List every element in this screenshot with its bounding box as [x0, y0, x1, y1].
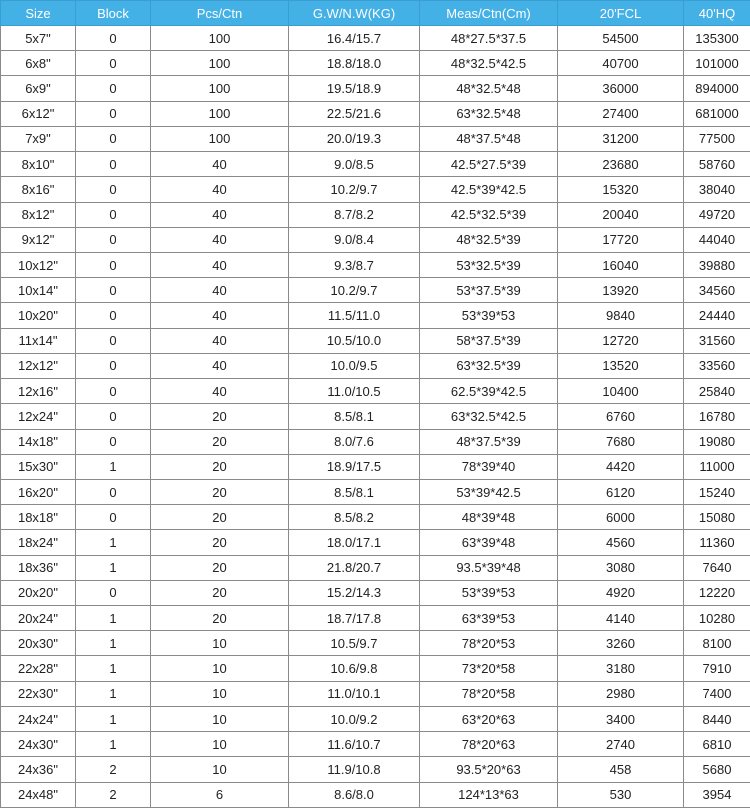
cell-gw-nw: 11.9/10.8 [289, 757, 420, 782]
cell-block: 0 [76, 76, 151, 101]
cell-meas-ctn: 48*32.5*42.5 [420, 51, 558, 76]
cell-meas-ctn: 53*39*42.5 [420, 479, 558, 504]
table-row [1, 757, 750, 782]
cell-size: 22x30" [1, 681, 76, 706]
cell-40-hq: 135300 [684, 26, 750, 51]
cell-40-hq: 34560 [684, 278, 750, 303]
cell-pcs-ctn: 20 [151, 505, 289, 530]
cell-size: 10x14" [1, 278, 76, 303]
cell-pcs-ctn: 40 [151, 227, 289, 252]
cell-40-hq: 681000 [684, 101, 750, 126]
cell-pcs-ctn: 10 [151, 732, 289, 757]
cell-pcs-ctn: 100 [151, 51, 289, 76]
table-row [1, 782, 750, 807]
table-row [1, 26, 750, 51]
header-block: Block [76, 1, 151, 26]
cell-pcs-ctn: 20 [151, 454, 289, 479]
cell-meas-ctn: 48*37.5*39 [420, 429, 558, 454]
table-row [1, 51, 750, 76]
header-pcs-ctn: Pcs/Ctn [151, 1, 289, 26]
cell-size: 14x18" [1, 429, 76, 454]
cell-20-fcl: 7680 [558, 429, 684, 454]
cell-block: 1 [76, 454, 151, 479]
cell-meas-ctn: 48*27.5*37.5 [420, 26, 558, 51]
cell-40-hq: 39880 [684, 252, 750, 277]
cell-pcs-ctn: 40 [151, 278, 289, 303]
cell-pcs-ctn: 20 [151, 404, 289, 429]
cell-size: 18x36" [1, 555, 76, 580]
table-row [1, 202, 750, 227]
cell-block: 0 [76, 353, 151, 378]
cell-gw-nw: 9.3/8.7 [289, 252, 420, 277]
cell-size: 12x16" [1, 379, 76, 404]
cell-40-hq: 25840 [684, 379, 750, 404]
cell-block: 0 [76, 126, 151, 151]
cell-20-fcl: 13520 [558, 353, 684, 378]
cell-block: 2 [76, 757, 151, 782]
table-row [1, 404, 750, 429]
cell-block: 2 [76, 782, 151, 807]
cell-40-hq: 101000 [684, 51, 750, 76]
cell-gw-nw: 10.0/9.5 [289, 353, 420, 378]
cell-40-hq: 8440 [684, 706, 750, 731]
table-row [1, 580, 750, 605]
cell-block: 0 [76, 177, 151, 202]
cell-20-fcl: 16040 [558, 252, 684, 277]
cell-meas-ctn: 48*32.5*39 [420, 227, 558, 252]
cell-pcs-ctn: 10 [151, 757, 289, 782]
cell-block: 0 [76, 580, 151, 605]
header-size: Size [1, 1, 76, 26]
cell-block: 1 [76, 681, 151, 706]
cell-pcs-ctn: 40 [151, 328, 289, 353]
cell-size: 6x8" [1, 51, 76, 76]
cell-40-hq: 77500 [684, 126, 750, 151]
table-row [1, 126, 750, 151]
cell-gw-nw: 10.2/9.7 [289, 278, 420, 303]
cell-20-fcl: 4560 [558, 530, 684, 555]
cell-meas-ctn: 48*32.5*48 [420, 76, 558, 101]
cell-20-fcl: 4140 [558, 606, 684, 631]
cell-40-hq: 38040 [684, 177, 750, 202]
cell-gw-nw: 8.7/8.2 [289, 202, 420, 227]
cell-20-fcl: 2980 [558, 681, 684, 706]
cell-meas-ctn: 63*39*48 [420, 530, 558, 555]
cell-gw-nw: 8.0/7.6 [289, 429, 420, 454]
cell-40-hq: 44040 [684, 227, 750, 252]
cell-20-fcl: 17720 [558, 227, 684, 252]
cell-gw-nw: 11.0/10.5 [289, 379, 420, 404]
cell-gw-nw: 11.5/11.0 [289, 303, 420, 328]
cell-block: 0 [76, 26, 151, 51]
cell-40-hq: 33560 [684, 353, 750, 378]
cell-size: 24x36" [1, 757, 76, 782]
table-row [1, 555, 750, 580]
cell-pcs-ctn: 100 [151, 76, 289, 101]
cell-20-fcl: 6760 [558, 404, 684, 429]
table-row [1, 706, 750, 731]
cell-gw-nw: 19.5/18.9 [289, 76, 420, 101]
cell-gw-nw: 11.0/10.1 [289, 681, 420, 706]
cell-20-fcl: 3080 [558, 555, 684, 580]
cell-pcs-ctn: 20 [151, 479, 289, 504]
cell-size: 9x12" [1, 227, 76, 252]
cell-size: 22x28" [1, 656, 76, 681]
cell-block: 0 [76, 505, 151, 530]
cell-meas-ctn: 63*32.5*48 [420, 101, 558, 126]
cell-pcs-ctn: 10 [151, 631, 289, 656]
cell-20-fcl: 36000 [558, 76, 684, 101]
cell-size: 6x9" [1, 76, 76, 101]
cell-20-fcl: 2740 [558, 732, 684, 757]
cell-40-hq: 16780 [684, 404, 750, 429]
table-row [1, 303, 750, 328]
cell-block: 1 [76, 530, 151, 555]
cell-pcs-ctn: 20 [151, 555, 289, 580]
cell-20-fcl: 31200 [558, 126, 684, 151]
cell-gw-nw: 10.6/9.8 [289, 656, 420, 681]
header-20-fcl: 20'FCL [558, 1, 684, 26]
cell-40-hq: 6810 [684, 732, 750, 757]
table-row [1, 631, 750, 656]
cell-meas-ctn: 42.5*32.5*39 [420, 202, 558, 227]
cell-block: 1 [76, 656, 151, 681]
cell-meas-ctn: 53*37.5*39 [420, 278, 558, 303]
cell-block: 0 [76, 252, 151, 277]
cell-gw-nw: 18.9/17.5 [289, 454, 420, 479]
cell-20-fcl: 54500 [558, 26, 684, 51]
cell-pcs-ctn: 40 [151, 152, 289, 177]
cell-block: 1 [76, 732, 151, 757]
table-header [1, 1, 750, 26]
table-row [1, 177, 750, 202]
cell-20-fcl: 15320 [558, 177, 684, 202]
table-row [1, 606, 750, 631]
cell-block: 0 [76, 479, 151, 504]
cell-meas-ctn: 48*39*48 [420, 505, 558, 530]
cell-gw-nw: 8.5/8.1 [289, 479, 420, 504]
table-row [1, 152, 750, 177]
table-row [1, 252, 750, 277]
cell-meas-ctn: 73*20*58 [420, 656, 558, 681]
table-row [1, 479, 750, 504]
cell-size: 20x24" [1, 606, 76, 631]
cell-gw-nw: 8.5/8.1 [289, 404, 420, 429]
cell-40-hq: 8100 [684, 631, 750, 656]
cell-40-hq: 58760 [684, 152, 750, 177]
header-gw-nw: G.W/N.W(KG) [289, 1, 420, 26]
cell-20-fcl: 6120 [558, 479, 684, 504]
cell-block: 0 [76, 303, 151, 328]
cell-gw-nw: 18.0/17.1 [289, 530, 420, 555]
cell-meas-ctn: 124*13*63 [420, 782, 558, 807]
cell-pcs-ctn: 20 [151, 429, 289, 454]
cell-40-hq: 7640 [684, 555, 750, 580]
table-row [1, 278, 750, 303]
cell-gw-nw: 10.0/9.2 [289, 706, 420, 731]
table-row [1, 732, 750, 757]
cell-meas-ctn: 93.5*39*48 [420, 555, 558, 580]
cell-40-hq: 12220 [684, 580, 750, 605]
cell-40-hq: 49720 [684, 202, 750, 227]
cell-meas-ctn: 78*20*63 [420, 732, 558, 757]
cell-block: 0 [76, 227, 151, 252]
cell-block: 0 [76, 202, 151, 227]
table-row [1, 429, 750, 454]
cell-pcs-ctn: 100 [151, 126, 289, 151]
cell-20-fcl: 20040 [558, 202, 684, 227]
cell-block: 0 [76, 429, 151, 454]
cell-size: 18x18" [1, 505, 76, 530]
cell-meas-ctn: 53*39*53 [420, 303, 558, 328]
cell-size: 8x16" [1, 177, 76, 202]
cell-meas-ctn: 78*20*58 [420, 681, 558, 706]
cell-pcs-ctn: 40 [151, 353, 289, 378]
cell-20-fcl: 3400 [558, 706, 684, 731]
cell-size: 7x9" [1, 126, 76, 151]
cell-gw-nw: 20.0/19.3 [289, 126, 420, 151]
cell-pcs-ctn: 20 [151, 580, 289, 605]
cell-20-fcl: 13920 [558, 278, 684, 303]
cell-meas-ctn: 42.5*27.5*39 [420, 152, 558, 177]
cell-40-hq: 15240 [684, 479, 750, 504]
cell-pcs-ctn: 20 [151, 530, 289, 555]
cell-meas-ctn: 63*32.5*42.5 [420, 404, 558, 429]
table-row [1, 328, 750, 353]
header-row [1, 1, 750, 26]
cell-40-hq: 7400 [684, 681, 750, 706]
cell-size: 6x12" [1, 101, 76, 126]
cell-gw-nw: 21.8/20.7 [289, 555, 420, 580]
cell-pcs-ctn: 100 [151, 101, 289, 126]
table-row [1, 353, 750, 378]
cell-40-hq: 19080 [684, 429, 750, 454]
cell-meas-ctn: 48*37.5*48 [420, 126, 558, 151]
cell-gw-nw: 10.2/9.7 [289, 177, 420, 202]
cell-pcs-ctn: 40 [151, 177, 289, 202]
header-meas-ctn: Meas/Ctn(Cm) [420, 1, 558, 26]
table-row [1, 227, 750, 252]
cell-block: 0 [76, 101, 151, 126]
cell-meas-ctn: 93.5*20*63 [420, 757, 558, 782]
cell-20-fcl: 40700 [558, 51, 684, 76]
cell-gw-nw: 8.5/8.2 [289, 505, 420, 530]
cell-20-fcl: 23680 [558, 152, 684, 177]
cell-gw-nw: 9.0/8.5 [289, 152, 420, 177]
table-row [1, 656, 750, 681]
cell-gw-nw: 8.6/8.0 [289, 782, 420, 807]
cell-block: 1 [76, 606, 151, 631]
cell-meas-ctn: 63*20*63 [420, 706, 558, 731]
cell-size: 12x24" [1, 404, 76, 429]
cell-pcs-ctn: 40 [151, 379, 289, 404]
cell-block: 0 [76, 328, 151, 353]
cell-40-hq: 24440 [684, 303, 750, 328]
cell-block: 0 [76, 51, 151, 76]
cell-block: 0 [76, 379, 151, 404]
cell-block: 0 [76, 152, 151, 177]
cell-gw-nw: 15.2/14.3 [289, 580, 420, 605]
cell-20-fcl: 4920 [558, 580, 684, 605]
cell-40-hq: 11360 [684, 530, 750, 555]
cell-size: 24x48" [1, 782, 76, 807]
cell-20-fcl: 10400 [558, 379, 684, 404]
cell-meas-ctn: 53*39*53 [420, 580, 558, 605]
cell-40-hq: 894000 [684, 76, 750, 101]
cell-size: 20x20" [1, 580, 76, 605]
cell-size: 8x10" [1, 152, 76, 177]
cell-pcs-ctn: 10 [151, 656, 289, 681]
cell-pcs-ctn: 20 [151, 606, 289, 631]
table-row [1, 454, 750, 479]
cell-gw-nw: 10.5/9.7 [289, 631, 420, 656]
cell-size: 10x12" [1, 252, 76, 277]
cell-20-fcl: 3180 [558, 656, 684, 681]
cell-20-fcl: 3260 [558, 631, 684, 656]
cell-pcs-ctn: 40 [151, 252, 289, 277]
cell-40-hq: 3954 [684, 782, 750, 807]
cell-gw-nw: 18.7/17.8 [289, 606, 420, 631]
cell-pcs-ctn: 10 [151, 681, 289, 706]
table-row [1, 379, 750, 404]
cell-block: 0 [76, 278, 151, 303]
cell-40-hq: 11000 [684, 454, 750, 479]
cell-size: 15x30" [1, 454, 76, 479]
cell-size: 24x30" [1, 732, 76, 757]
cell-size: 20x30" [1, 631, 76, 656]
cell-20-fcl: 12720 [558, 328, 684, 353]
table-row [1, 530, 750, 555]
cell-gw-nw: 22.5/21.6 [289, 101, 420, 126]
cell-pcs-ctn: 100 [151, 26, 289, 51]
cell-gw-nw: 10.5/10.0 [289, 328, 420, 353]
cell-block: 1 [76, 555, 151, 580]
cell-gw-nw: 18.8/18.0 [289, 51, 420, 76]
cell-size: 18x24" [1, 530, 76, 555]
cell-pcs-ctn: 10 [151, 706, 289, 731]
cell-pcs-ctn: 40 [151, 303, 289, 328]
cell-size: 10x20" [1, 303, 76, 328]
table-body [1, 26, 750, 808]
cell-size: 16x20" [1, 479, 76, 504]
table-row [1, 101, 750, 126]
cell-20-fcl: 458 [558, 757, 684, 782]
table-row [1, 76, 750, 101]
cell-meas-ctn: 53*32.5*39 [420, 252, 558, 277]
cell-block: 1 [76, 631, 151, 656]
cell-20-fcl: 6000 [558, 505, 684, 530]
cell-size: 8x12" [1, 202, 76, 227]
cell-size: 11x14" [1, 328, 76, 353]
cell-40-hq: 15080 [684, 505, 750, 530]
cell-gw-nw: 16.4/15.7 [289, 26, 420, 51]
header-40-hq: 40'HQ [684, 1, 750, 26]
cell-meas-ctn: 78*20*53 [420, 631, 558, 656]
cell-gw-nw: 11.6/10.7 [289, 732, 420, 757]
cell-20-fcl: 4420 [558, 454, 684, 479]
cell-meas-ctn: 63*39*53 [420, 606, 558, 631]
cell-20-fcl: 530 [558, 782, 684, 807]
cell-size: 24x24" [1, 706, 76, 731]
cell-meas-ctn: 42.5*39*42.5 [420, 177, 558, 202]
cell-meas-ctn: 63*32.5*39 [420, 353, 558, 378]
cell-40-hq: 10280 [684, 606, 750, 631]
cell-block: 0 [76, 404, 151, 429]
cell-20-fcl: 27400 [558, 101, 684, 126]
cell-40-hq: 5680 [684, 757, 750, 782]
cell-40-hq: 7910 [684, 656, 750, 681]
cell-meas-ctn: 62.5*39*42.5 [420, 379, 558, 404]
cell-meas-ctn: 78*39*40 [420, 454, 558, 479]
cell-meas-ctn: 58*37.5*39 [420, 328, 558, 353]
table-row [1, 505, 750, 530]
cell-pcs-ctn: 6 [151, 782, 289, 807]
cell-block: 1 [76, 706, 151, 731]
table-row [1, 681, 750, 706]
cell-40-hq: 31560 [684, 328, 750, 353]
cell-pcs-ctn: 40 [151, 202, 289, 227]
cell-20-fcl: 9840 [558, 303, 684, 328]
cell-size: 5x7" [1, 26, 76, 51]
cell-gw-nw: 9.0/8.4 [289, 227, 420, 252]
cell-size: 12x12" [1, 353, 76, 378]
